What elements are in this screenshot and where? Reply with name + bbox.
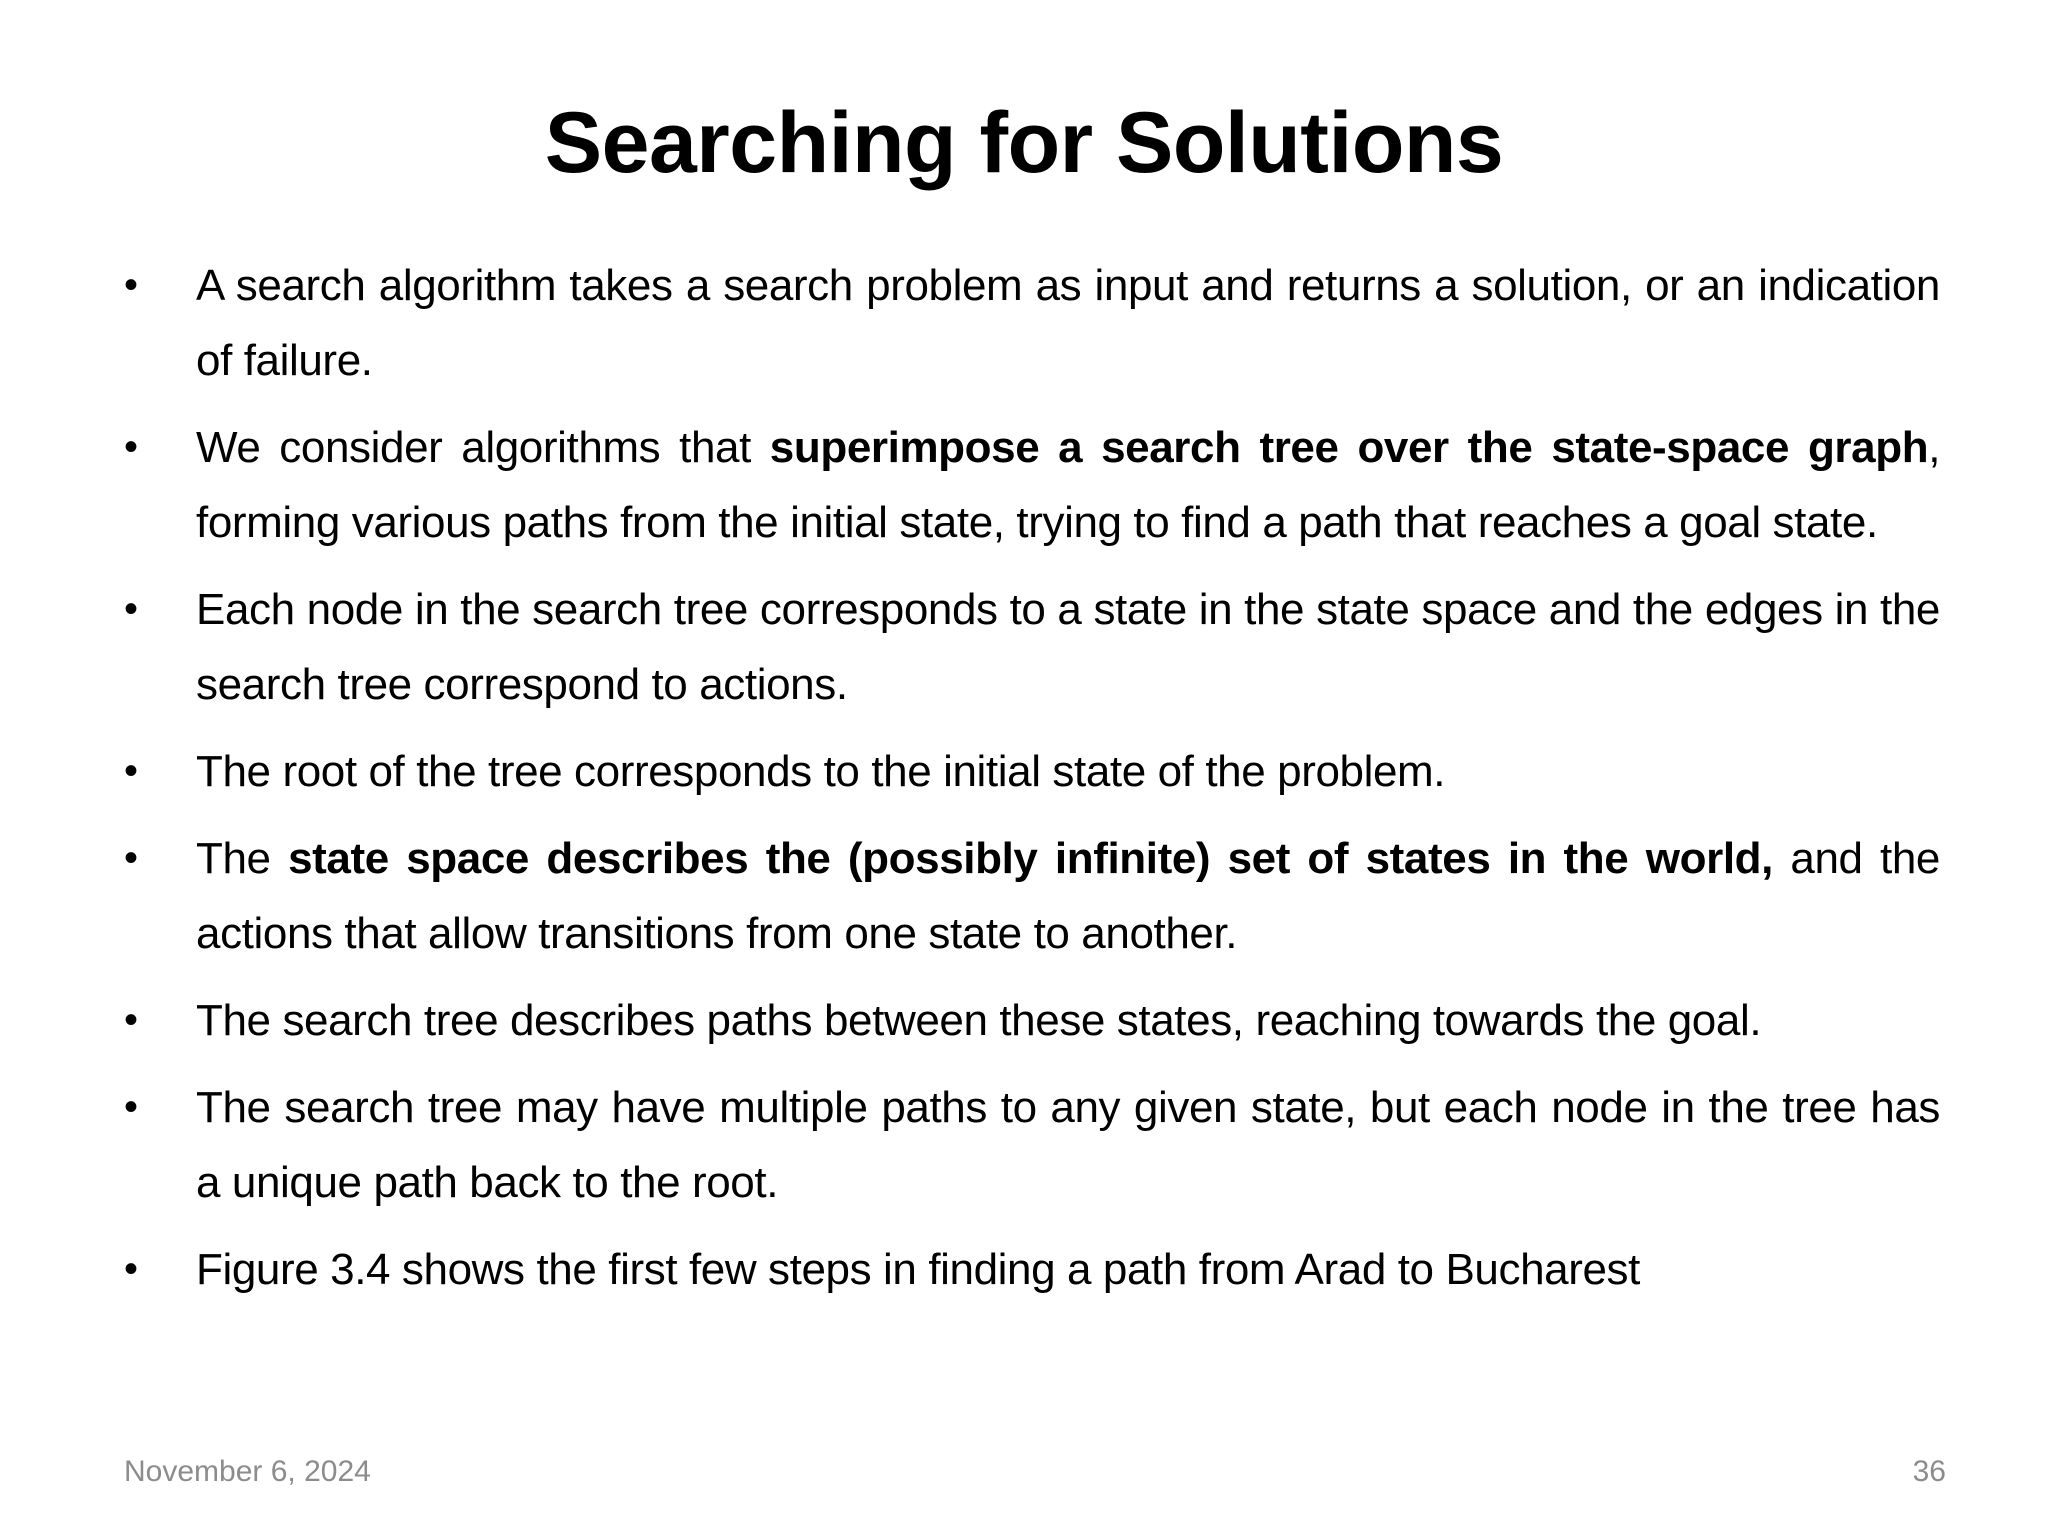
bullet-text: Each node in the search tree corresponds to a state in the state space and the edges in the search tree correspond to actions. bbox=[196, 585, 1940, 709]
bullet-text-post: , forming various paths from the initial state, trying to find a path that reaches a goal state. bbox=[196, 423, 1941, 547]
bullet-text-post: and the actions that allow transitions from one state to another. bbox=[196, 834, 1941, 958]
bullet-dot-icon: • bbox=[124, 749, 138, 793]
bullet-text: A search algorithm takes a search problem as input and returns a solution, or an indication of failure. bbox=[196, 261, 1940, 385]
slide-title: Searching for Solutions bbox=[544, 95, 1504, 191]
bullet-text: The search tree may have multiple paths to any given state, but each node in the tree has a unique path back to the root. bbox=[196, 1083, 1940, 1207]
bullet-list bbox=[122, 248, 1940, 1319]
footer-date: November 6, 2024 bbox=[124, 1455, 371, 1488]
bullet-item bbox=[122, 734, 1940, 809]
bullet-dot-icon: • bbox=[124, 998, 138, 1042]
bullet-text-pre: The bbox=[196, 834, 289, 883]
bullet-dot-icon: • bbox=[124, 587, 138, 631]
bullet-dot-icon: • bbox=[124, 1085, 138, 1129]
bullet-text-pre: We consider algorithms that bbox=[196, 423, 770, 472]
bullet-dot-icon: • bbox=[124, 836, 138, 880]
bullet-item bbox=[122, 1232, 1940, 1307]
bullet-item bbox=[122, 248, 1940, 398]
bullet-dot-icon: • bbox=[124, 1247, 138, 1291]
bullet-text-bold: state space describes the (possibly infinite) set of states in the world, bbox=[288, 834, 1773, 883]
bullet-text-bold: superimpose a search tree over the state-space graph bbox=[769, 423, 1929, 472]
bullet-text: The root of the tree corresponds to the initial state of the problem. bbox=[196, 747, 1446, 796]
bullet-item bbox=[122, 983, 1940, 1058]
bullet-item bbox=[122, 410, 1940, 560]
bullet-dot-icon: • bbox=[124, 425, 138, 469]
bullet-text: The search tree describes paths between these states, reaching towards the goal. bbox=[196, 996, 1762, 1045]
bullet-item bbox=[122, 572, 1940, 722]
page-number: 36 bbox=[1912, 1455, 1946, 1488]
bullet-text: Figure 3.4 shows the first few steps in finding a path from Arad to Bucharest bbox=[196, 1245, 1640, 1294]
bullet-item bbox=[122, 821, 1940, 971]
bullet-dot-icon: • bbox=[124, 263, 138, 307]
bullet-item bbox=[122, 1070, 1940, 1220]
